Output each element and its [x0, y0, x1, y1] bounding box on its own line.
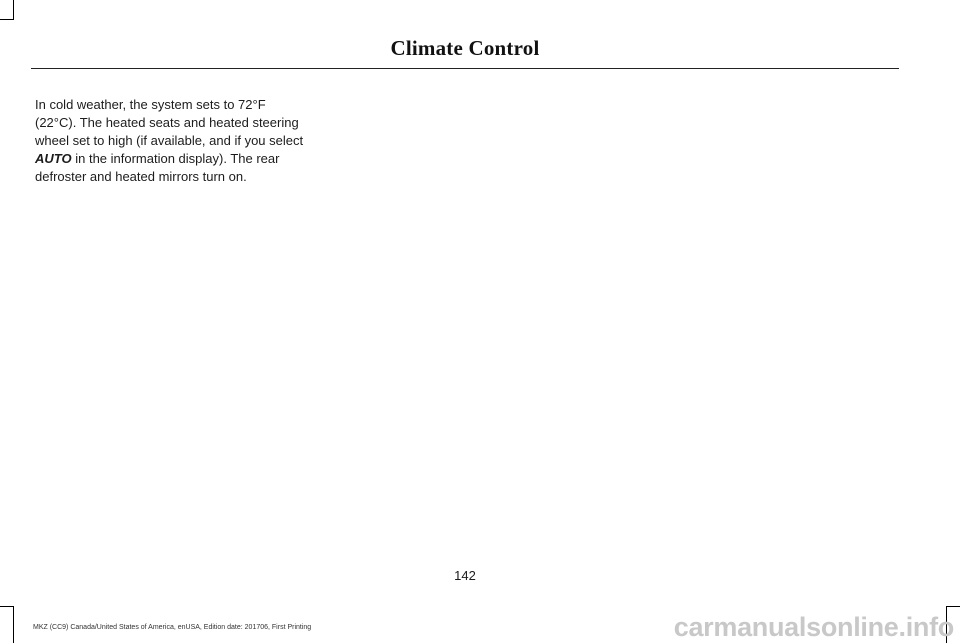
crop-mark-bottom-right-h — [946, 606, 960, 607]
page-number: 142 — [454, 568, 476, 583]
crop-mark-top-left-v — [13, 0, 14, 20]
auto-emphasis: AUTO — [35, 151, 72, 166]
page-title: Climate Control — [390, 36, 540, 60]
crop-mark-top-left-h — [0, 19, 14, 20]
title-divider — [31, 68, 899, 69]
body-paragraph — [35, 96, 307, 186]
crop-mark-bottom-left-v — [13, 606, 14, 643]
body-text-after: in the information display). The rear defroster and heated mirrors turn on. — [35, 151, 280, 184]
body-text-before: In cold weather, the system sets to 72°F (22°C). The heated seats and heated steering wheel set to high (if available, and if you select — [35, 97, 304, 148]
edition-footer: MKZ (CC9) Canada/United States of America, enUSA, Edition date: 201706, First Printing — [33, 624, 312, 631]
crop-mark-bottom-left-h — [0, 606, 14, 607]
watermark-link[interactable]: carmanualsonline.info — [673, 612, 954, 642]
